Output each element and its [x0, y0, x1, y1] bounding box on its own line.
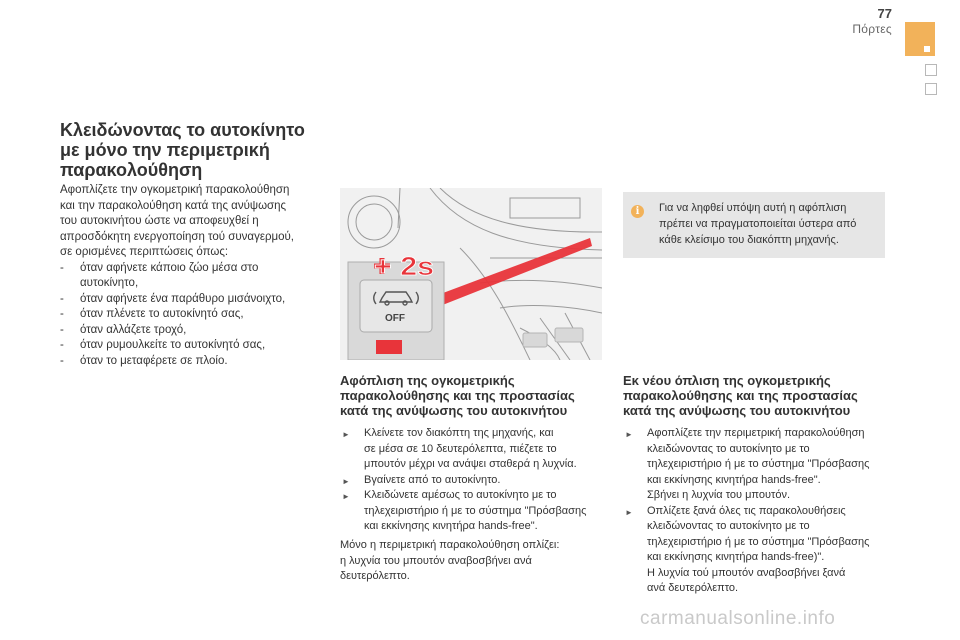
tab-marker-icon — [924, 46, 930, 52]
list-item: - όταν πλένετε το αυτοκίνητό σας, — [60, 308, 244, 320]
disarm-closing-text: Μόνο η περιμετρική παρακολούθηση οπλίζει: η λυχνία του μπουτόν αναβοσβήνει ανά δευτερόλεπτο. — [340, 539, 560, 582]
list-item: - όταν αλλάζετε τροχό, — [60, 323, 187, 336]
arrow-right-icon: ► — [342, 492, 350, 501]
rearm-steps — [623, 426, 913, 597]
case-list — [60, 261, 335, 370]
list-item: ► Βγαίνετε από το αυτοκίνητο. — [340, 473, 620, 489]
arrow-right-icon: ► — [342, 476, 350, 486]
alarm-button-illustration — [340, 188, 602, 360]
chapter-tab[interactable] — [925, 83, 937, 95]
info-note — [623, 192, 885, 258]
arrow-right-icon: ► — [342, 430, 350, 439]
chapter-tab-active[interactable] — [905, 22, 935, 56]
list-item: - όταν αφήνετε ένα παράθυρο μισάνοιχτο, — [60, 292, 286, 305]
list-item: ► Κλείνετε τον διακόπτη της μηχανής, και σε μέσα σε 10 δευτερόλεπτα, πιέζετε το μπουτόν μέχρι να ανάψει σταθερά η λυχνία. — [342, 427, 577, 470]
list-item: - όταν αφήνετε κάποιο ζώο μέσα στο αυτοκίνητο, — [60, 261, 259, 289]
rearm-heading: Εκ νέου όπλιση της ογκομετρικής παρακολούθησης και της προστασίας κατά της ανύψωσης του αυτοκινήτου — [623, 373, 858, 418]
arrow-right-icon: ► — [625, 430, 633, 439]
disarm-steps — [340, 426, 620, 535]
list-item: ► Οπλίζετε ξανά όλες τις παρακολουθήσεις κλειδώνοντας το αυτοκίνητο με το τηλεχειριστήριο ή με το σύστημα "Πρόσβασης και εκκίνησης κινητήρα hands-free)". Η λυχνία τού μπουτόν αναβοσβήνει ξανά ανά δευτερόλεπτο. — [625, 504, 870, 594]
section-title: Κλειδώνοντας το αυτοκίνητο με μόνο την περιμετρική παρακολούθηση — [60, 120, 305, 180]
off-button-label: OFF — [385, 313, 405, 324]
arrow-right-icon: ► — [625, 507, 633, 517]
intro-text: Αφοπλίζετε την ογκομετρική παρακολούθηση και την παρακολούθηση κατά της ανύψωσης του αυτοκινήτου ώστε να αποφευχθεί η απροσδόκητη ενεργοποίηση τού συναγερμού, σε ορισμένες περιπτώσεις όπως: - όταν αφήνετε κάποιο ζώο μέσα στο αυτοκίνητο, - όταν αφήνετε ένα παράθυρο μισάνοιχτο, - όταν πλένετε το αυτοκίνητό σας, - όταν αλλάζετε τροχό, - όταν ρυμουλκείτε το αυτοκίνητό σας, - όταν το μεταφέρετε σε πλοίο. — [60, 183, 335, 369]
info-icon: i — [631, 205, 644, 218]
list-item: - όταν το μεταφέρετε σε πλοίο. — [60, 354, 228, 367]
indicator-led-icon — [376, 340, 402, 354]
chapter-tab[interactable] — [925, 64, 937, 76]
page-number: 77 — [877, 6, 892, 21]
list-item: - όταν ρυμουλκείτε το αυτοκίνητό σας, — [60, 339, 266, 351]
watermark: carmanualsonline.info — [640, 608, 836, 629]
list-item: ► Αφοπλίζετε την περιμετρική παρακολούθηση κλειδώνοντας το αυτοκίνητο με το τηλεχειριστήριο ή με το σύστημα "Πρόσβασης και εκκίνησης κινητήρα hands-free". Σβήνει η λυχνία του μπουτόν. — [625, 427, 870, 501]
hold-duration-label: + 2s — [374, 251, 434, 281]
disarm-heading: Αφόπλιση της ογκομετρικής παρακολούθησης και της προστασίας κατά της ανύψωσης του αυτοκινήτου — [340, 373, 575, 418]
list-item: ► Κλειδώνετε αμέσως το αυτοκίνητο με το τηλεχειριστήριο ή με το σύστημα "Πρόσβασης και εκκίνησης κινητήρα hands-free". — [342, 489, 587, 532]
chapter-title: Πόρτες — [852, 22, 892, 36]
dashboard-illustration — [340, 188, 602, 360]
info-text: Για να ληφθεί υπόψη αυτή η αφόπλιση πρέπει να πραγματοποιείται ύστερα από κάθε κλείσιμο του διακόπτη μηχανής. — [659, 202, 857, 246]
